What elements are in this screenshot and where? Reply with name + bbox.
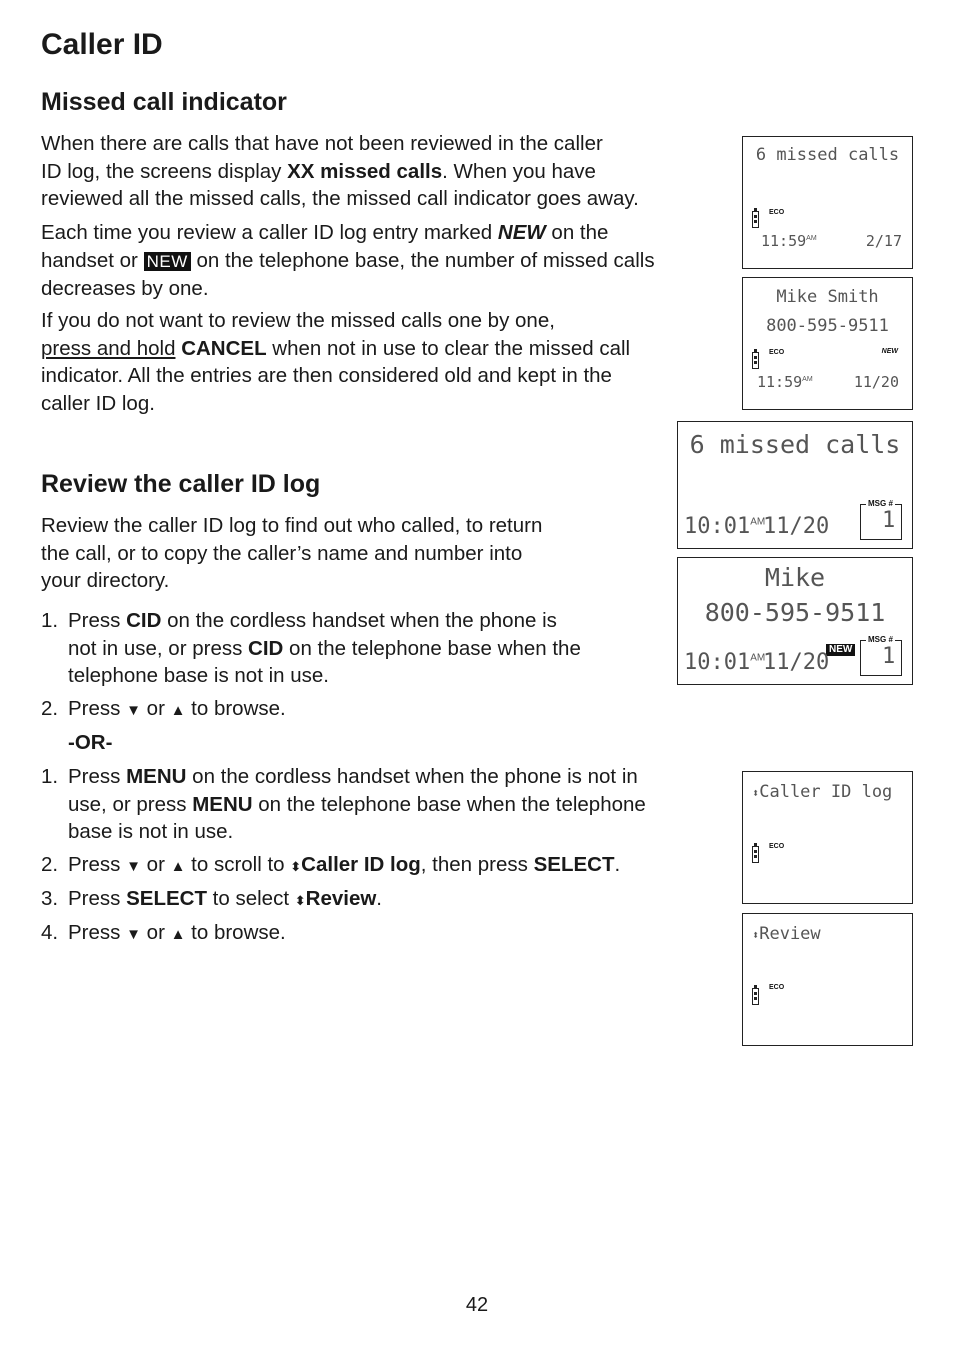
screen-date: 2/17: [865, 232, 902, 250]
msg-label: MSG #: [868, 635, 893, 644]
am-indicator: AM: [750, 516, 766, 528]
step-b-4: [41, 919, 286, 949]
eco-icon: ECO: [769, 349, 785, 356]
caller-number: 800-595-9511: [766, 316, 889, 336]
text: caller ID log.: [41, 391, 155, 415]
down-arrow-icon: ▼: [126, 702, 141, 719]
screen-time: [684, 514, 765, 539]
up-arrow-icon: ▲: [170, 926, 186, 943]
text: reviewed all the missed calls, the missed call indicator goes away.: [41, 187, 639, 210]
eco-icon: ECO: [769, 984, 785, 991]
screen-menu-line: [752, 782, 892, 802]
caller-name: Mike Smith: [776, 287, 879, 307]
text: If you do not want to review the missed calls one by one,: [41, 309, 555, 332]
step-number: 1.: [41, 609, 59, 632]
screen-time: [684, 650, 765, 675]
text: . When you have: [442, 159, 596, 183]
text: on the cordless handset when the phone is not in: [186, 765, 638, 788]
bold-text: XX missed calls: [287, 159, 443, 183]
text: base is not in use.: [68, 820, 234, 843]
bold-text: CID: [248, 636, 284, 660]
step-number: 3.: [41, 887, 59, 910]
time-text: 10:01: [684, 514, 751, 539]
screen-text: 6 missed calls: [689, 430, 901, 459]
section-heading-review: Review the caller ID log: [41, 470, 321, 498]
text: .: [614, 853, 621, 876]
handset-screen-caller-id-log: [742, 771, 913, 904]
screen-text: Caller ID log: [759, 782, 893, 802]
battery-icon: [752, 211, 759, 228]
step-b-1: [41, 763, 646, 846]
text: Press: [68, 609, 127, 632]
bold-text: MENU: [126, 765, 187, 788]
handset-screen-caller-entry: [742, 277, 913, 410]
text: on the telephone base when the telephone: [252, 792, 646, 816]
step-number: 2.: [41, 697, 59, 720]
step-b-3: [41, 885, 382, 915]
time-text: 11:59: [761, 232, 807, 250]
text: to browse.: [185, 697, 286, 720]
screen-text: Review: [759, 924, 821, 944]
time-text: 11:59: [757, 373, 803, 391]
eco-icon: ECO: [769, 843, 785, 850]
msg-counter-box: [860, 504, 902, 540]
paragraph-missed-3: [41, 307, 630, 417]
down-arrow-icon: ▼: [126, 926, 141, 943]
up-down-arrow-icon: ⬍: [752, 786, 760, 800]
bold-text: Review: [305, 887, 377, 910]
battery-icon: [752, 352, 759, 369]
up-down-arrow-icon: ⬍: [752, 928, 760, 942]
text: or: [140, 921, 171, 944]
text: decreases by one.: [41, 277, 209, 300]
text: Press: [68, 697, 127, 720]
text: or: [140, 697, 171, 720]
page-title: Caller ID: [41, 28, 163, 61]
screen-date: 11/20: [763, 650, 830, 675]
page-number: 42: [465, 1294, 489, 1316]
section-heading-missed-call: Missed call indicator: [41, 88, 287, 116]
text: Press: [68, 887, 127, 910]
text: to browse.: [185, 921, 286, 944]
text: on the telephone base, the number of missed calls: [190, 248, 655, 272]
new-indicator: NEW: [826, 644, 855, 656]
new-indicator: NEW: [881, 348, 898, 355]
step-a-2: [41, 695, 286, 725]
handset-screen-missed-calls: [742, 136, 913, 269]
msg-counter-box: [860, 640, 902, 676]
paragraph-missed-1: [41, 130, 639, 213]
text: When there are calls that have not been reviewed in the caller: [41, 132, 603, 155]
text: or: [140, 853, 171, 876]
text: , then press: [420, 853, 534, 876]
step-b-2: [41, 851, 620, 881]
text: not in use, or press: [68, 636, 249, 660]
bold-text: CANCEL: [181, 336, 267, 360]
up-down-arrow-icon: ⬍: [294, 893, 306, 908]
text: Each time you review a caller ID log entry marked: [41, 221, 498, 244]
text: to scroll to: [185, 853, 291, 876]
new-badge: NEW: [144, 252, 191, 271]
text: on the telephone base when the: [283, 636, 581, 660]
am-indicator: AM: [806, 235, 817, 242]
text: Review the caller ID log to find out who called, to return: [41, 514, 543, 537]
handset-screen-review: [742, 913, 913, 1046]
time-text: 10:01: [684, 650, 751, 675]
paragraph-missed-2: [41, 219, 655, 303]
battery-icon: [752, 988, 759, 1005]
step-number: 1.: [41, 765, 59, 788]
text: handset or: [41, 248, 144, 272]
up-arrow-icon: ▲: [170, 858, 186, 875]
base-screen-caller-entry: [677, 557, 913, 685]
step-number: 4.: [41, 921, 59, 944]
step-number: 2.: [41, 853, 59, 876]
am-indicator: AM: [802, 376, 813, 383]
text: telephone base is not in use.: [68, 664, 329, 687]
underlined-text: press and hold: [41, 336, 176, 360]
msg-label: MSG #: [868, 499, 893, 508]
text: ID log, the screens display: [41, 159, 288, 183]
screen-menu-line: [752, 924, 821, 944]
up-down-arrow-icon: ⬍: [290, 859, 302, 874]
text: Press: [68, 921, 127, 944]
text: indicator. All the entries are then considered old and kept in the: [41, 364, 612, 387]
bold-text: Caller ID log: [301, 853, 421, 876]
text: your directory.: [41, 569, 170, 592]
msg-number: 1: [882, 644, 896, 669]
text: use, or press: [68, 792, 193, 816]
text: Press: [68, 853, 127, 876]
bold-text: SELECT: [533, 853, 615, 876]
bold-text: CID: [126, 609, 162, 632]
paragraph-review-1: [41, 512, 542, 595]
bold-text: SELECT: [126, 887, 207, 910]
text: on the: [545, 221, 609, 244]
new-italic-text: NEW: [497, 221, 546, 244]
step-a-1: [41, 607, 581, 690]
battery-icon: [752, 846, 759, 863]
text: the call, or to copy the caller’s name and number into: [41, 541, 523, 565]
text: to select: [206, 887, 295, 910]
down-arrow-icon: ▼: [126, 858, 141, 875]
eco-icon: ECO: [769, 209, 785, 216]
screen-time: [757, 373, 813, 391]
bold-text: MENU: [192, 792, 253, 816]
screen-date: 11/20: [853, 373, 899, 391]
text: Press: [68, 765, 127, 788]
text: when not in use to clear the missed call: [266, 336, 631, 360]
text: .: [376, 887, 382, 910]
or-separator: -OR-: [68, 731, 113, 754]
caller-name: Mike: [764, 563, 826, 592]
screen-text: 6 missed calls: [755, 145, 900, 165]
base-screen-missed-calls: [677, 421, 913, 549]
text: on the cordless handset when the phone is: [161, 609, 557, 632]
screen-time: [761, 232, 817, 250]
caller-number: 800-595-9511: [704, 598, 886, 627]
up-arrow-icon: ▲: [170, 702, 186, 719]
am-indicator: AM: [750, 652, 766, 664]
msg-number: 1: [882, 508, 896, 533]
screen-date: 11/20: [763, 514, 830, 539]
